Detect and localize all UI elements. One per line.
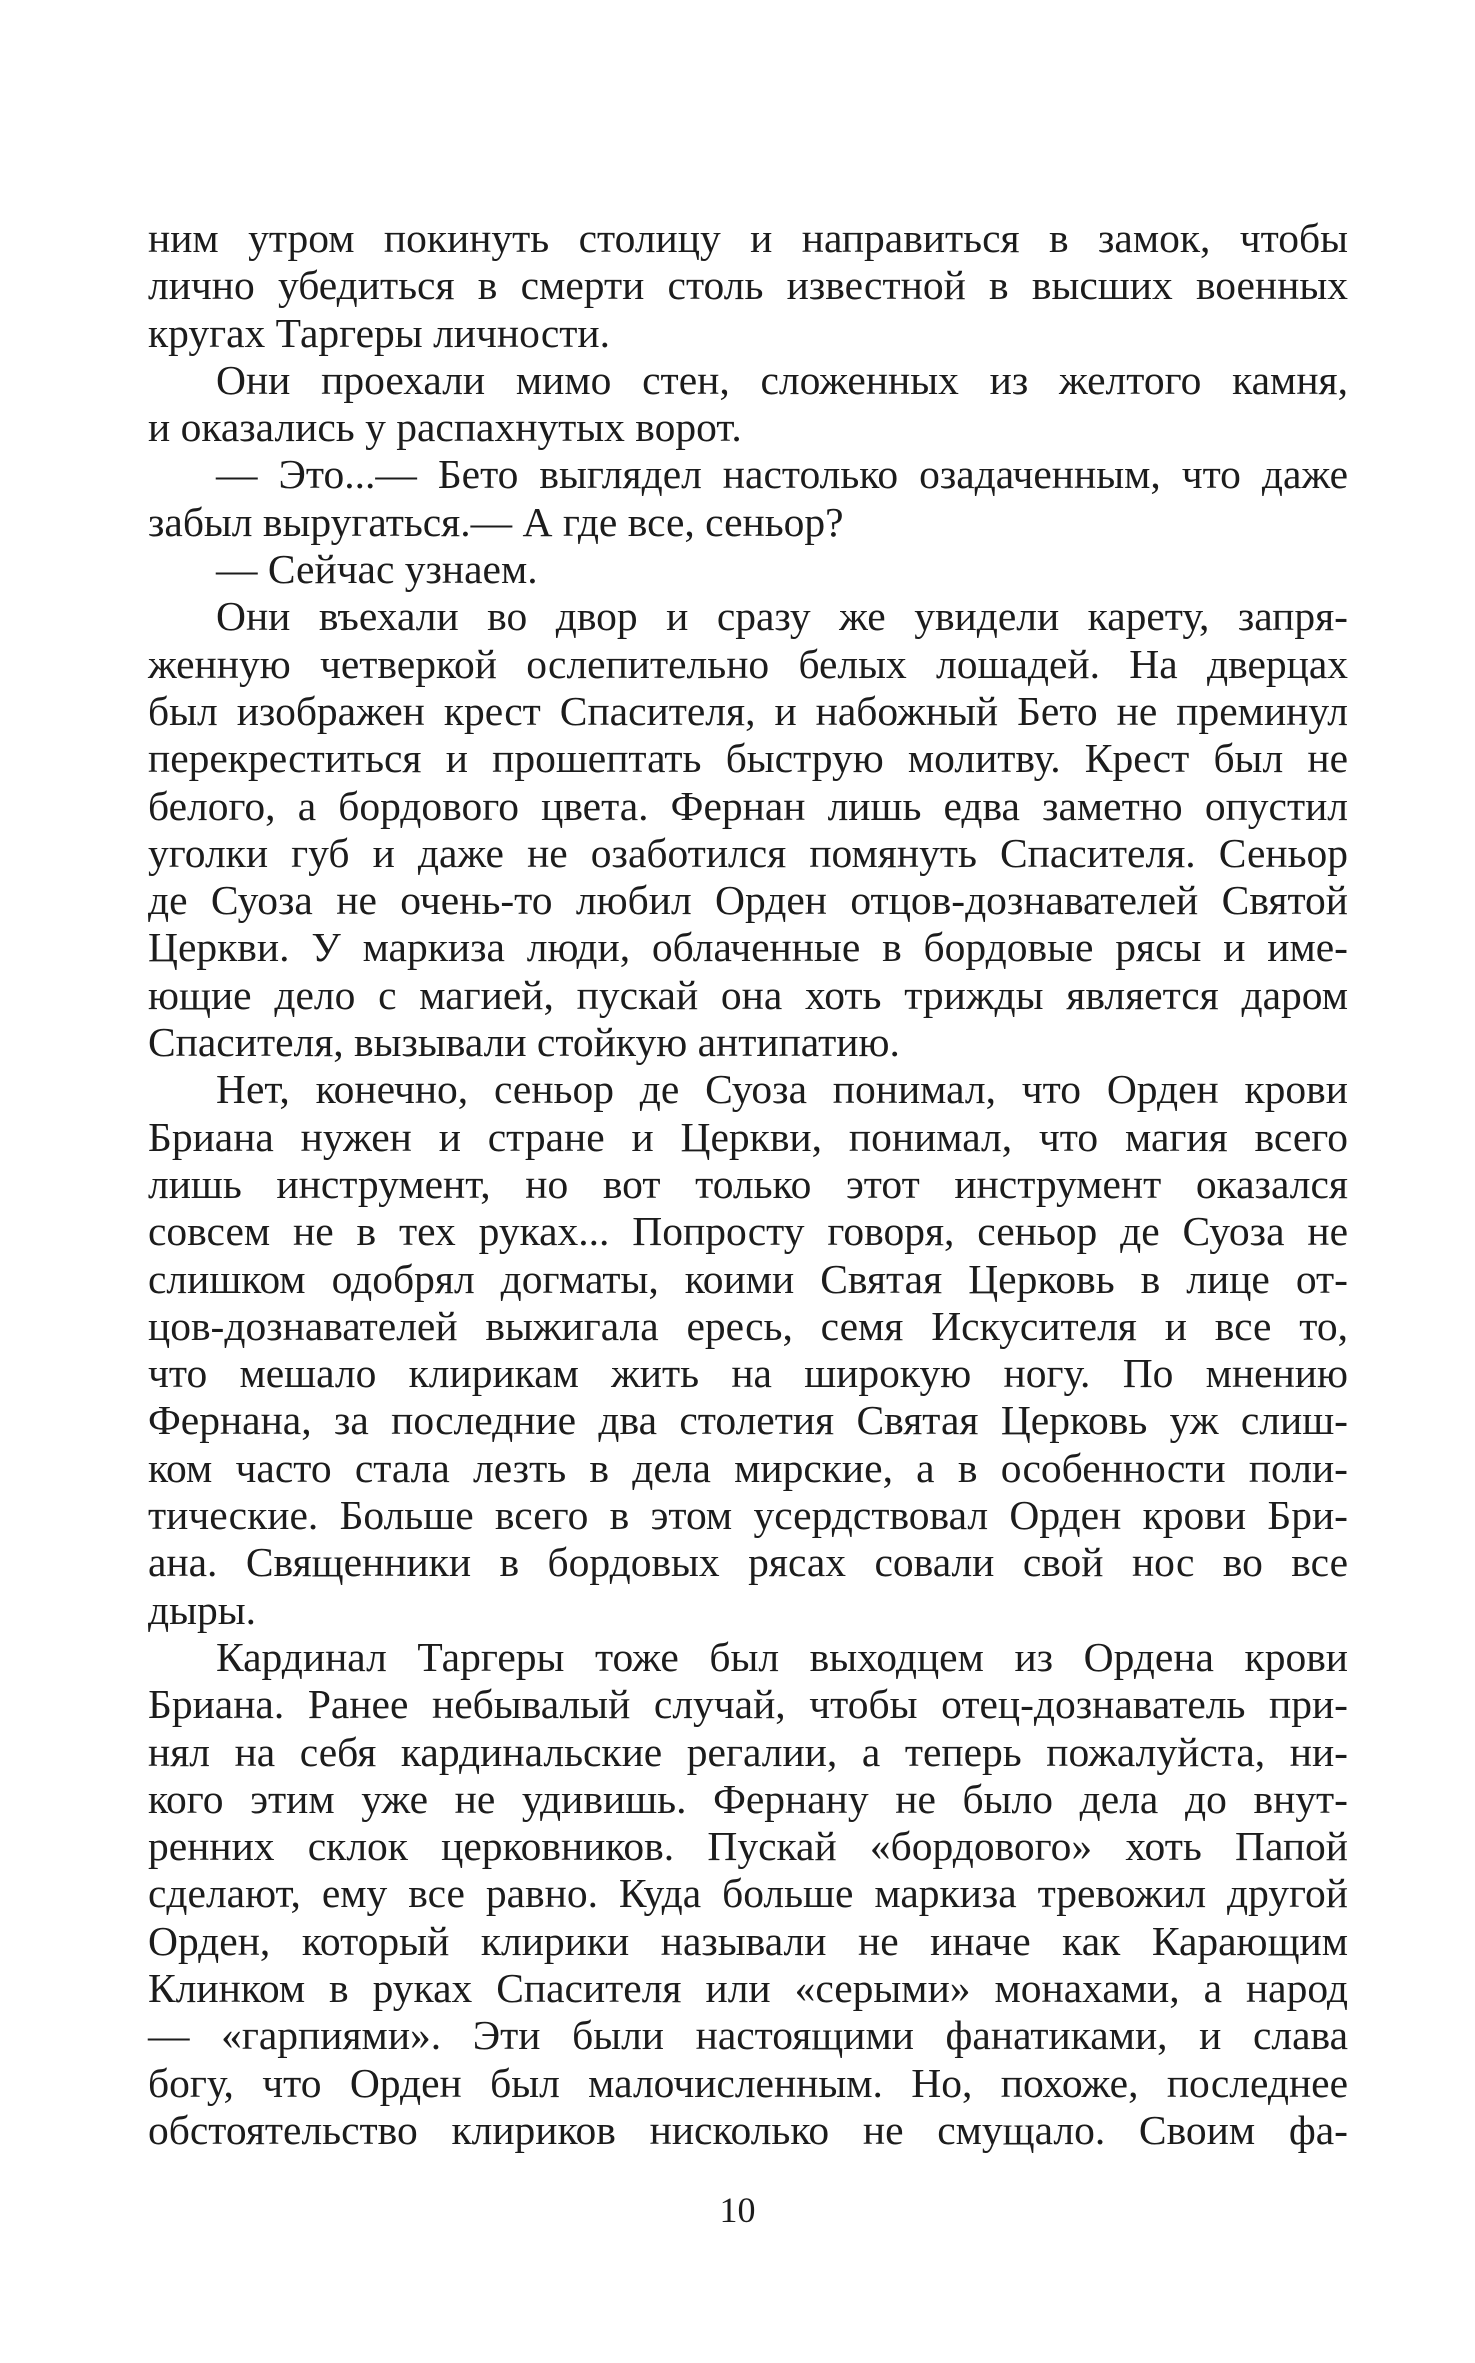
text-line: слишком одобрял догматы, коими Святая Церковь в лице от- [148,1255,1348,1302]
text-line: Спасителя, вызывали стойкую антипатию. [148,1019,900,1066]
text-line: Нет, конечно, сеньор де Суоза понимал, что Орден крови [216,1066,1348,1113]
text-line: был изображен крест Спасителя, и набожный Бето не преминул [148,687,1348,734]
text-line: кругах Таргеры личности. [148,309,610,356]
text-line: богу, что Орден был малочисленным. Но, похоже, последнее [148,2059,1348,2106]
text-line: нял на себя кардинальские регалии, а теперь пожалуйста, ни- [148,1728,1348,1775]
text-line: Фернана, за последние два столетия Святая Церковь уж слиш- [148,1397,1348,1444]
text-line: ана. Священники в бордовых рясах совали свой нос во все [148,1539,1348,1586]
text-line: лишь инструмент, но вот только этот инструмент оказался [148,1160,1348,1207]
text-line: перекреститься и прошептать быструю молитву. Крест был не [148,735,1348,782]
text-line: кого этим уже не удивишь. Фернану не было дела до внут- [148,1775,1348,1822]
text-line: Орден, который клирики называли не иначе как Карающим [148,1917,1348,1964]
page-number: 10 [719,2190,756,2230]
text-line: Бриана. Ранее небывалый случай, чтобы отец-дознаватель при- [148,1681,1348,1728]
text-line: лично убедиться в смерти столь известной в высших военных [148,262,1348,309]
text-line: забыл выругаться.— А где все, сеньор? [148,498,844,545]
text-line: совсем не в тех руках... Попросту говоря, сеньор де Суоза не [148,1208,1348,1255]
text-line: уголки губ и даже не озаботился помянуть Спасителя. Сеньор [148,829,1348,876]
text-line: Они въехали во двор и сразу же увидели карету, запря- [216,593,1348,640]
text-line: — «гарпиями». Эти были настоящими фанатиками, и слава [148,2012,1348,2059]
text-line: — Сейчас узнаем. [216,546,538,593]
text-line: де Суоза не очень-то любил Орден отцов-дознавателей Святой [148,877,1348,924]
text-line: цов-дознавателей выжигала ересь, семя Искусителя и все то, [148,1302,1348,1349]
text-line: сделают, ему все равно. Куда больше маркиза тревожил другой [148,1870,1348,1917]
text-line: Бриана нужен и стране и Церкви, понимал, что магия всего [148,1113,1348,1160]
text-line: Кардинал Таргеры тоже был выходцем из Ордена крови [216,1633,1348,1680]
text-line: Клинком в руках Спасителя или «серыми» монахами, а народ [148,1964,1348,2011]
text-line: ренних склок церковников. Пускай «бордового» хоть Папой [148,1823,1348,1870]
text-line: тические. Больше всего в этом усердствовал Орден крови Бри- [148,1492,1348,1539]
text-line: женную четверкой ослепительно белых лошадей. На дверцах [148,640,1348,687]
text-line: — Это...— Бето выглядел настолько озадаченным, что даже [216,451,1348,498]
text-line: Церкви. У маркиза люди, облаченные в бордовые рясы и име- [148,924,1348,971]
text-line: Они проехали мимо стен, сложенных из желтого камня, [216,356,1348,403]
text-line: ком часто стала лезть в дела мирские, а в особенности поли- [148,1444,1348,1491]
text-line: и оказались у распахнутых ворот. [148,404,742,451]
text-line: дыры. [148,1586,257,1633]
text-line: ющие дело с магией, пускай она хоть трижды является даром [148,971,1348,1018]
text-line: что мешало клирикам жить на широкую ногу. По мнению [148,1350,1348,1397]
text-line: ним утром покинуть столицу и направиться в замок, чтобы [148,215,1348,261]
page-body [148,215,1348,2154]
text-line: белого, а бордового цвета. Фернан лишь едва заметно опустил [148,782,1348,829]
text-line: обстоятельство клириков нисколько не смущало. Своим фа- [148,2106,1348,2153]
